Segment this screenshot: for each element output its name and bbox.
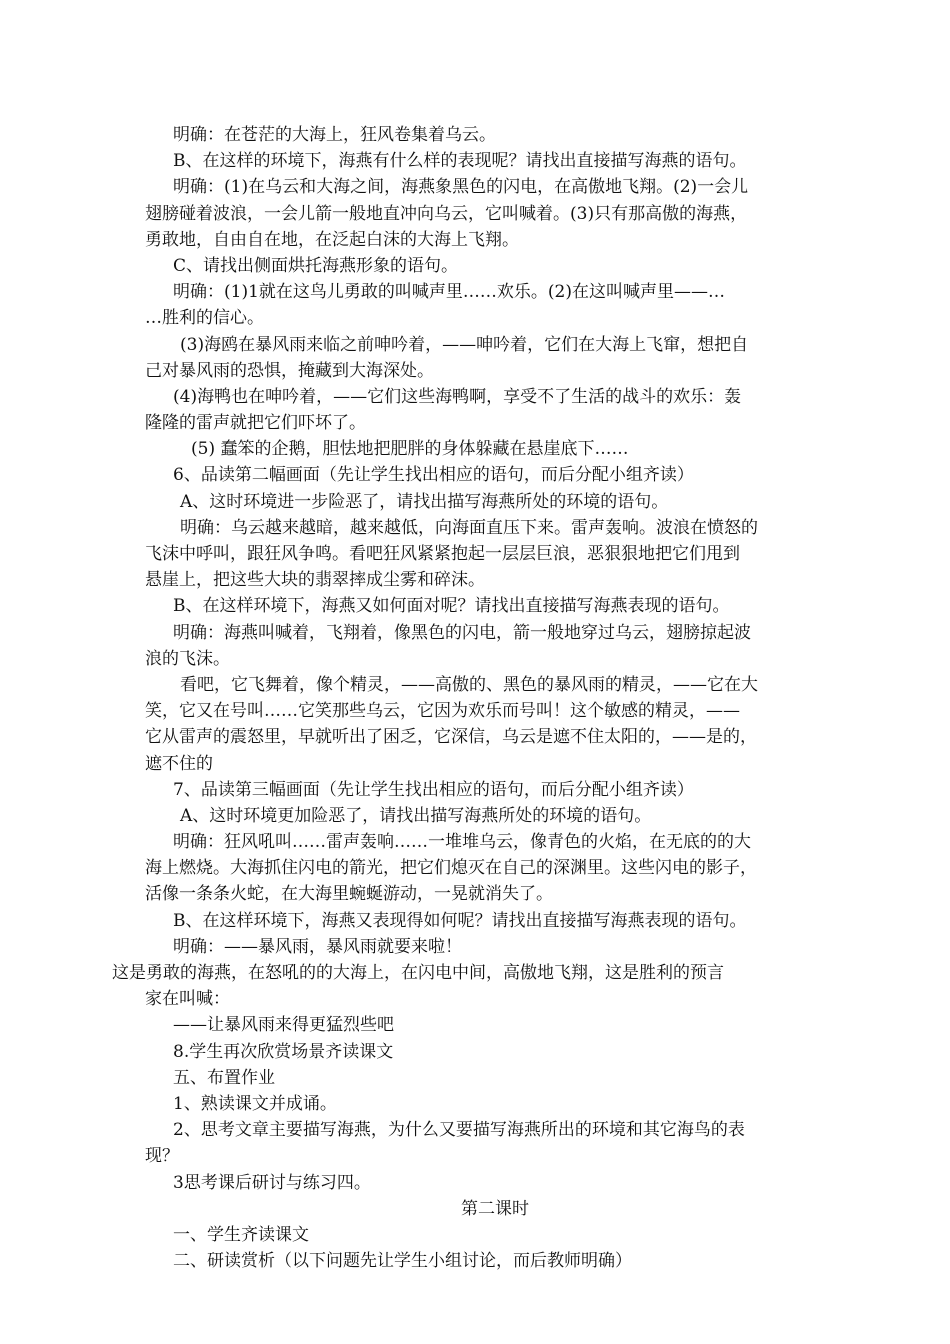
text-line: 明确：在苍茫的大海上，狂风卷集着乌云。 xyxy=(173,125,496,145)
text-line: B、在这样的环境下，海燕有什么样的表现呢？请找出直接描写海燕的语句。 xyxy=(173,151,747,172)
text-line: 悬崖上，把这些大块的翡翠摔成尘雾和碎沫。 xyxy=(145,570,485,591)
text-line: 勇敢地，自由自在地，在泛起白沫的大海上飞翔。 xyxy=(145,229,519,250)
text-line: A、这时环境进一步险恶了，请找出描写海燕所处的环境的语句。 xyxy=(180,491,669,512)
text-line: 遮不住的 xyxy=(145,753,213,774)
text-line: (5) 蠢笨的企鹅，胆怯地把肥胖的身体躲藏在悬崖底下…… xyxy=(191,439,629,460)
text-line: 浪的飞沫。 xyxy=(145,648,230,669)
text-line: 明确：海燕叫喊着，飞翔着，像黑色的闪电，箭一般地穿过乌云，翅膀掠起波 xyxy=(173,622,751,643)
text-line: 五、布置作业 xyxy=(173,1067,275,1088)
text-line: 现？ xyxy=(145,1146,179,1167)
text-line: 二、研读赏析（以下问题先让学生小组讨论，而后教师明确） xyxy=(173,1251,632,1272)
text-line: 翅膀碰着波浪，一会儿箭一般地直冲向乌云，它叫喊着。(3)只有那高傲的海燕， xyxy=(145,203,748,224)
text-line: 1、熟读课文并成诵。 xyxy=(173,1093,337,1114)
text-line: 这是勇敢的海燕，在怒吼的的大海上，在闪电中间，高傲地飞翔，这是胜利的预言 xyxy=(112,963,724,983)
text-line: 己对暴风雨的恐惧，掩藏到大海深处。 xyxy=(145,360,434,381)
text-line: 2、思考文章主要描写海燕，为什么又要描写海燕所出的环境和其它海鸟的表 xyxy=(173,1120,745,1141)
text-line: 活像一条条火蛇，在大海里蜿蜒游动，一晃就消失了。 xyxy=(145,884,553,905)
text-line: A、这时环境更加险恶了，请找出描写海燕所处的环境的语句。 xyxy=(180,805,652,826)
text-line: 明确：狂风吼叫……雷声轰响……一堆堆乌云，像青色的火焰，在无底的的大 xyxy=(173,832,751,853)
text-line: 明确：(1)1就在这鸟儿勇敢的叫喊声里……欢乐。(2)在这叫喊声里——… xyxy=(173,282,725,303)
text-line: 海上燃烧。大海抓住闪电的箭光，把它们熄灭在自己的深渊里。这些闪电的影子， xyxy=(145,858,757,879)
text-line: 明确：——暴风雨，暴风雨就要来啦！ xyxy=(173,936,462,957)
text-line: B、在这样环境下，海燕又如何面对呢？请找出直接描写海燕表现的语句。 xyxy=(173,596,730,617)
text-line: 明确：乌云越来越暗，越来越低，向海面直压下来。雷声轰响。波浪在愤怒的 xyxy=(180,517,758,538)
text-line: 7、品读第三幅画面（先让学生找出相应的语句，而后分配小组齐读） xyxy=(173,779,694,800)
text-line: (3)海鸥在暴风雨来临之前呻吟着，——呻吟着，它们在大海上飞窜，想把自 xyxy=(180,334,749,355)
text-line: 家在叫喊： xyxy=(145,989,230,1010)
text-line: 看吧，它飞舞着，像个精灵，——高傲的、黑色的暴风雨的精灵，——它在大 xyxy=(180,674,758,695)
section-heading: 第二课时 xyxy=(461,1198,529,1219)
text-line: C、请找出侧面烘托海燕形象的语句。 xyxy=(173,255,459,276)
text-line: 它从雷声的震怒里，早就听出了困乏，它深信，乌云是遮不住太阳的，——是的， xyxy=(145,727,757,748)
text-line: 隆隆的雷声就把它们吓坏了。 xyxy=(145,413,366,434)
text-line: ——让暴风雨来得更猛烈些吧 xyxy=(173,1015,394,1036)
text-line: 明确：(1)在乌云和大海之间，海燕象黑色的闪电，在高傲地飞翔。(2)一会儿 xyxy=(173,177,749,198)
text-line: (4)海鸭也在呻吟着，——它们这些海鸭啊，享受不了生活的战斗的欢乐：轰 xyxy=(173,386,742,407)
text-line: …胜利的信心。 xyxy=(145,308,264,329)
text-line: B、在这样环境下，海燕又表现得如何呢？请找出直接描写海燕表现的语句。 xyxy=(173,910,747,931)
text-line: 8.学生再次欣赏场景齐读课文 xyxy=(173,1041,394,1062)
document-body xyxy=(112,122,810,1274)
text-line: 一、学生齐读课文 xyxy=(173,1224,309,1245)
text-line: 6、品读第二幅画面（先让学生找出相应的语句，而后分配小组齐读） xyxy=(173,465,694,486)
text-line: 3思考课后研讨与练习四。 xyxy=(173,1172,371,1193)
text-line: 飞沫中呼叫，跟狂风争鸣。看吧狂风紧紧抱起一层层巨浪，恶狠狠地把它们甩到 xyxy=(145,544,740,564)
text-line: 笑，它又在号叫……它笑那些乌云，它因为欢乐而号叫！这个敏感的精灵，—— xyxy=(145,701,740,722)
